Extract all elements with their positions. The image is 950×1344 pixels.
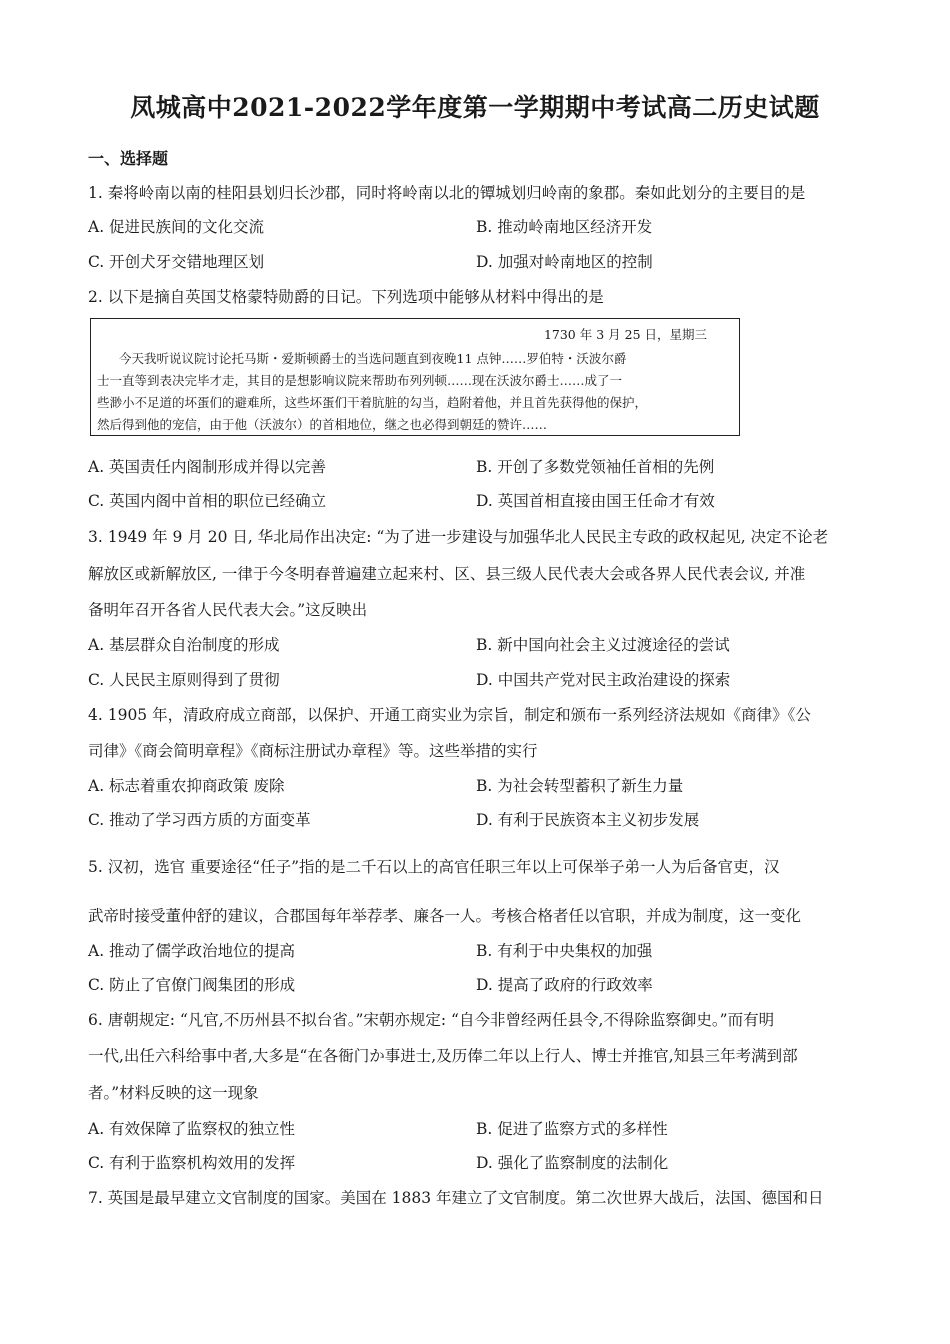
question-4-option-b: B. 为社会转型蓄积了新生力量 — [476, 777, 684, 795]
question-6-line-2: 一代,出任六科给事中者,大多是“在各衙门か事进士,及历俸二年以上行人、博士并推官,知县三年考满到部 — [88, 1047, 798, 1065]
question-4-option-a: A. 标志着重农抑商政策 废除 — [88, 777, 285, 795]
question-6-option-c: C. 有利于监察机构效用的发挥 — [88, 1154, 296, 1172]
question-5-option-a: A. 推动了儒学政治地位的提高 — [88, 942, 296, 960]
question-6-option-b: B. 促进了监察方式的多样性 — [476, 1120, 668, 1138]
section-heading: 一、选择题 — [88, 149, 169, 168]
question-4-line-2: 司律》《商会简明章程》《商标注册试办章程》等。这些举措的实行 — [88, 742, 538, 760]
page-title: 凤城高中2021-2022学年度第一学期期中考试高二历史试题 — [130, 93, 820, 122]
question-2-option-d: D. 英国首相直接由国王任命才有效 — [476, 492, 715, 510]
question-3-option-a: A. 基层群众自治制度的形成 — [88, 636, 280, 654]
question-5-line-2: 武帝时接受董仲舒的建议，合郡国每年举荐孝、廉各一人。考核合格者任以官职，并成为制度，这一变化 — [88, 907, 802, 925]
question-4-line-1: 4. 1905 年，清政府成立商部，以保护、开通工商实业为宗旨，制定和颁布一系列经济法规如《商律》《公 — [88, 706, 811, 724]
diary-line-2: 士一直等到表决完毕才走，其目的是想影响议院来帮助布列列顿……现在沃波尔爵士……成了一 — [97, 373, 623, 388]
question-2-option-b: B. 开创了多数党领袖任首相的先例 — [476, 458, 715, 476]
question-6-line-1: 6. 唐朝规定: “凡官,不历州县不拟台省。”宋朝亦规定: “自今非曾经两任县令,不得除监察御史。”而有明 — [88, 1011, 775, 1029]
question-2-option-a: A. 英国责任内阁制形成并得以完善 — [88, 458, 327, 476]
question-3-line-3: 备明年召开各省人民代表大会。”这反映出 — [88, 601, 368, 619]
question-3-line-2: 解放区或新解放区, 一律于今冬明春普遍建立起来村、区、县三级人民代表大会或各界人民代表会议, 并准 — [88, 565, 806, 583]
question-1-option-c: C. 开创犬牙交错地理区划 — [88, 253, 265, 271]
question-7-line-1: 7. 英国是最早建立文官制度的国家。美国在 1883 年建立了文官制度。第二次世界大战后，法国、德国和日 — [88, 1189, 824, 1207]
diary-date: 1730 年 3 月 25 日，星期三 — [543, 327, 707, 342]
question-6-option-a: A. 有效保障了监察权的独立性 — [88, 1120, 296, 1138]
question-6-line-3: 者。”材料反映的这一现象 — [88, 1084, 259, 1102]
diary-line-4: 然后得到他的宠信，由于他（沃波尔）的首相地位，继之也必得到朝廷的赞许…… — [97, 417, 548, 432]
question-5-option-d: D. 提高了政府的行政效率 — [476, 976, 653, 994]
question-3-option-c: C. 人民民主原则得到了贯彻 — [88, 671, 280, 689]
question-1-option-d: D. 加强对岭南地区的控制 — [476, 253, 653, 271]
question-1-stem: 1. 秦将岭南以南的桂阳县划归长沙郡，同时将岭南以北的镡城划归岭南的象郡。秦如此划分的主要目的是 — [88, 184, 806, 202]
diary-excerpt-box — [90, 318, 740, 436]
question-4-option-d: D. 有利于民族资本主义初步发展 — [476, 811, 700, 829]
question-5-line-1: 5. 汉初，选官 重要途径“任子”指的是二千石以上的高官任职三年以上可保举子弟一人为后备官吏，汉 — [88, 858, 780, 876]
question-3-option-d: D. 中国共产党对民主政治建设的探索 — [476, 671, 731, 689]
question-1-option-b: B. 推动岭南地区经济开发 — [476, 218, 653, 236]
question-1-option-a: A. 促进民族间的文化交流 — [88, 218, 265, 236]
question-3-option-b: B. 新中国向社会主义过渡途径的尝试 — [476, 636, 730, 654]
question-2-stem: 2. 以下是摘自英国艾格蒙特勋爵的日记。下列选项中能够从材料中得出的是 — [88, 288, 604, 306]
question-3-line-1: 3. 1949 年 9 月 20 日, 华北局作出决定: “为了进一步建设与加强华北人民民主专政的政权起见, 决定不论老 — [88, 528, 829, 546]
question-6-option-d: D. 强化了监察制度的法制化 — [476, 1154, 669, 1172]
question-2-option-c: C. 英国内阁中首相的职位已经确立 — [88, 492, 327, 510]
question-5-option-b: B. 有利于中央集权的加强 — [476, 942, 653, 960]
diary-line-3: 些渺小不足道的坏蛋们的避难所，这些坏蛋们干着肮脏的勾当，趋附着他，并且首先获得他的保护， — [97, 395, 648, 410]
question-4-option-c: C. 推动了学习西方质的方面变革 — [88, 811, 311, 829]
diary-line-1: 今天我听说议院讨论托马斯・爱斯顿爵士的当选问题直到夜晚11 点钟……罗伯特・沃波尔爵 — [119, 351, 627, 366]
question-5-option-c: C. 防止了官僚门阀集团的形成 — [88, 976, 296, 994]
